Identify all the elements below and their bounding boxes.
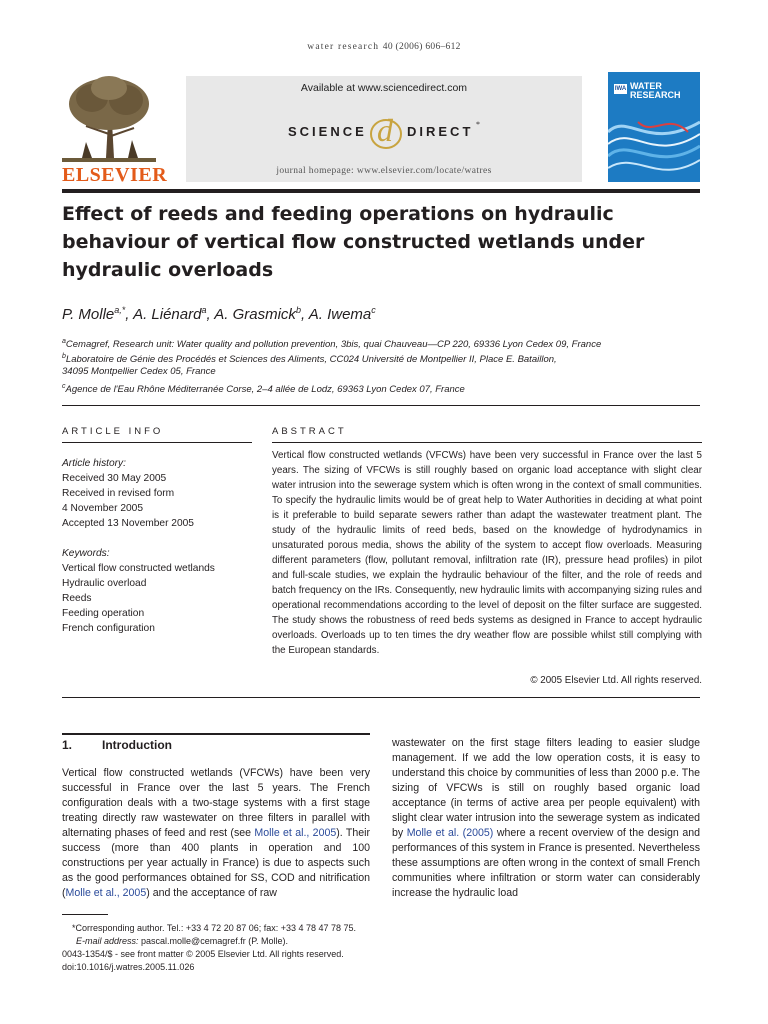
sd-left-word: SCIENCE: [288, 124, 367, 139]
body-text: ). Their success (more than 400 plants in operation and 100 constructions per year actually in France) is due to aspects such as the good performances obtained for SS, COD and nitrification (: [62, 827, 371, 899]
cover-title-line2: RESEARCH: [630, 90, 681, 100]
body-text: ) and the acceptance of raw: [146, 887, 277, 899]
elsevier-tree-logo: [62, 74, 156, 164]
body-text: Vertical flow constructed wetlands (VFCWs) have been very successful in France over the last 5 years. The French configuration deals with a two-stage systems with a first stage treating directly raw wastewater on three filters in parallel with alternating phases of feed and rest (see: [62, 767, 370, 839]
article-info-rule: [62, 442, 252, 443]
running-journal: water research: [307, 42, 380, 52]
abstract-heading: ABSTRACT: [272, 426, 347, 437]
history-item: Received in revised form: [62, 488, 175, 499]
section-number: 1.: [62, 738, 73, 752]
affiliation-text: Agence de l'Eau Rhône Méditerranée Corse, 2–4 allée de Lodz, 69363 Lyon Cedex 07, France: [65, 384, 465, 396]
author-name: A. Grasmick: [214, 306, 296, 323]
affiliation-text: Laboratoire de Génie des Procédés et Sciences des Aliments, CC024 Université de Montpellier II, Place E. Bataillon,: [65, 354, 557, 366]
section-rule: [62, 733, 370, 735]
author-sup: a,*: [114, 305, 126, 315]
section-title: Introduction: [102, 738, 172, 752]
abstract-rule: [272, 442, 702, 443]
body-text: where a recent overview of the design and performances of this system in France is presented. Nevertheless these assumptions are often wrong in the context of small French communities where infiltration or storm water can considerably increase the hydraulic load: [392, 827, 700, 899]
author-name: P. Molle: [62, 306, 115, 323]
available-at-text: Available at www.sciencedirect.com: [300, 82, 468, 94]
abstract-copyright: © 2005 Elsevier Ltd. All rights reserved.: [530, 675, 702, 686]
footnote-doi[interactable]: doi:10.1016/j.watres.2005.11.026: [62, 962, 195, 972]
sd-asterisk-icon: *: [476, 120, 480, 129]
affiliation-text: Cemagref, Research unit: Water quality and pollution prevention, 3bis, quai Chauveau—CP 220, 69336 Lyon Cedex 09, France: [65, 339, 602, 351]
running-header: [0, 42, 768, 52]
section-heading: [62, 738, 370, 752]
affiliation-c: [62, 379, 702, 397]
sd-right-word: DIRECT: [407, 124, 474, 139]
history-item: Accepted 13 November 2005: [62, 518, 194, 529]
abstract-bottom-divider: [62, 697, 700, 698]
author-sup: c: [371, 305, 376, 315]
author-name: A. Iwema: [308, 306, 372, 323]
citation-link[interactable]: Molle et al. (2005): [406, 827, 494, 839]
keyword-item: French configuration: [62, 623, 155, 634]
affiliation-sup: b: [62, 353, 66, 360]
history-item: Received 30 May 2005: [62, 473, 167, 484]
article-info-heading: ARTICLE INFO: [62, 426, 164, 437]
keywords-label: Keywords:: [62, 548, 110, 559]
sd-d-letter: d: [377, 112, 393, 148]
keyword-item: Hydraulic overload: [62, 578, 147, 589]
keyword-item: Reeds: [62, 593, 92, 604]
cover-title: [630, 82, 681, 100]
article-info-block: [62, 456, 252, 636]
article-title: Effect of reeds and feeding operations on hydraulic behaviour of vertical flow constructed wetlands under hydraulic overloads: [62, 203, 645, 281]
citation-link[interactable]: Molle et al., 2005: [254, 827, 337, 839]
abstract-text: Vertical flow constructed wetlands (VFCWs) have been very successful in France over the last 5 years. The sizing of VFCWs is still roughly based on organic load acceptance with slight clear water intrusion into the sewerage system which is often wrong in the context of small communities. To specify the hydraulic limits would be of great help to Water Authorities in deciding at what point is it preferable to build separate sewers rather than adapt the wastewater treatment plant. The study of the hydraulic limits of reed beds, based on the knowledge of hydrodynamics in unsaturated porous media, shows the ability of the system to accept flow overloads. Measuring different parameters (flow, pollutant removal, infiltration rate (IR), pressure head profiles) in pilot and full-scale studies, we explain the hydraulic behaviour of the filter, and the role of reeds and batch frequency on the IRs. Consequently, new hydraulic limits with accompanying sizing rules and operational recommendations according to the level of deposit on the filter surface are suggested. The study shows the robustness of reed beds systems as designed in France to accept hydraulic overloads. Overloads up to ten times the dry weather flow are possible whilst still complying with the European standards.: [272, 450, 702, 656]
history-label: Article history:: [62, 458, 126, 469]
sciencedirect-logo: [186, 108, 582, 156]
header-divider: [62, 405, 700, 406]
affiliation-sup: c: [62, 383, 66, 390]
author-name: A. Liénard: [133, 306, 202, 323]
footnote-rule: [62, 914, 108, 915]
author-sup: b: [295, 305, 301, 315]
email-address: pascal.molle@cemagref.fr (P. Molle).: [138, 936, 289, 946]
author-sup: a: [201, 305, 207, 315]
affiliation-sup: a: [62, 338, 66, 345]
affiliation-text: 34095 Montpellier Cedex 05, France: [62, 366, 216, 377]
history-item: 4 November 2005: [62, 503, 143, 514]
citation-link[interactable]: Molle et al., 2005: [65, 887, 147, 899]
email-label: E-mail address:: [76, 936, 139, 946]
journal-cover-image: [608, 72, 700, 182]
cover-wave-graphic: [608, 102, 700, 182]
cover-iwa-badge: IWA: [614, 86, 627, 92]
cover-title-line1: WATER: [630, 81, 662, 91]
footnote-email: [62, 935, 476, 948]
body-text: wastewater on the first stage filters leading to easier sludge management. If we add the low operation costs, it is easy to understand this choice by communities of less than 2000 p.e. The sizing of VFCWs is still on roughly based organic load acceptance (in terms of active area per people equivalent) with slight clear water intrusion into the sewerage system as indicated by: [392, 737, 700, 839]
affiliation-b-cont: [62, 364, 702, 379]
keyword-item: Feeding operation: [62, 608, 145, 619]
elsevier-wordmark: ELSEVIER: [62, 164, 168, 186]
masthead-rule: [62, 189, 700, 193]
footnote-corresponding: *Corresponding author. Tel.: +33 4 72 20 87 06; fax: +33 4 78 47 78 75.: [72, 923, 357, 933]
running-volume: 40 (2006) 606–612: [382, 42, 461, 52]
body-column-left: [62, 766, 370, 901]
author-list: P. Molle$^{a,*}$, A. Liénard$^a$, A. Grasmick$^b$, A. Iwema$^c$: [62, 305, 376, 323]
keyword-item: Vertical flow constructed wetlands: [62, 563, 215, 574]
body-column-right: [392, 736, 700, 901]
footnote-issn: 0043-1354/$ - see front matter © 2005 Elsevier Ltd. All rights reserved.: [62, 949, 344, 959]
journal-homepage: journal homepage: www.elsevier.com/locate/watres: [276, 166, 492, 176]
